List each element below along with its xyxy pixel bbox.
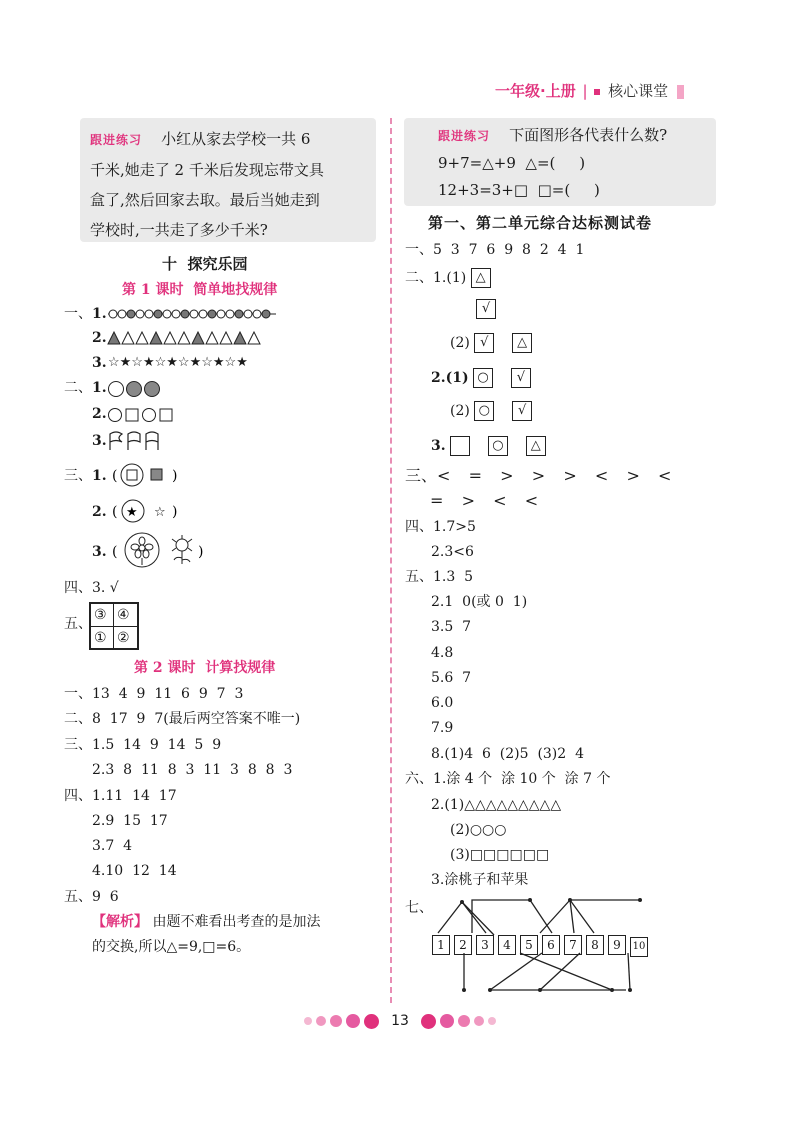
flower-icon	[172, 535, 192, 564]
practice-box-left	[80, 118, 376, 242]
practice-line-4: 学校时,一共走了多少千米?	[90, 221, 268, 239]
svg-text:★: ★	[126, 505, 138, 520]
triangle-box-icon: △	[526, 436, 546, 456]
grid-cell: ①	[94, 630, 107, 646]
analysis-line-2: 的交换,所以△=9,□=6。	[92, 939, 251, 955]
q-label: (2)	[450, 335, 470, 351]
bead-icon	[163, 310, 171, 318]
triangle-pattern	[108, 330, 278, 346]
analysis-line-1	[92, 912, 320, 932]
answer-line: 3.7 4	[92, 838, 133, 854]
square-icon	[594, 89, 600, 95]
answer-line: 四、1.7>5	[405, 519, 476, 535]
bead-icon	[208, 310, 216, 318]
matching-lines	[430, 890, 660, 1000]
triangle-icon	[178, 332, 190, 344]
bead-icon	[262, 310, 270, 318]
svg-text:(: (	[112, 544, 118, 560]
analysis-tag: 【解析】	[92, 914, 148, 930]
number-box: 8	[586, 935, 604, 955]
series-label: 核心课堂	[608, 82, 669, 100]
answer-line: 二、8 17 9 7(最后两空答案不唯一)	[64, 711, 301, 727]
number-box: 5	[520, 935, 538, 955]
svg-text:(: (	[112, 468, 118, 484]
triangle-icon	[136, 332, 148, 344]
bead-icon	[217, 310, 225, 318]
answer-line: 2.(1)△△△△△△△△△	[431, 797, 562, 813]
q2-3: 3.	[92, 433, 107, 449]
q3-1: 1.	[92, 468, 107, 484]
number-box: 9	[608, 935, 626, 955]
bead-icon	[109, 310, 117, 318]
answer-line: 五、1.3 5	[405, 569, 474, 585]
section-2-label: 二、	[64, 380, 92, 396]
dot-icon	[440, 1014, 454, 1028]
page-footer	[0, 1013, 800, 1029]
grid-cell: ④	[117, 607, 130, 623]
answer-q3-3	[112, 530, 212, 570]
bead-icon	[199, 310, 207, 318]
triangle-icon	[108, 332, 120, 344]
answer-line	[431, 436, 546, 456]
answer-line: 7.9	[431, 720, 454, 736]
practice-title: 下面图形各代表什么数?	[509, 126, 668, 144]
answer-line: 五、9 6	[64, 889, 119, 905]
triangle-box-icon: △	[471, 268, 491, 288]
dot-icon	[304, 1017, 312, 1025]
answer-line: (2)○○○	[450, 822, 507, 838]
svg-text:): )	[198, 544, 204, 560]
dot-icon	[346, 1014, 360, 1028]
practice-line-3: 盒了,然后回家去取。最后当她走到	[90, 191, 320, 209]
dot-icon	[458, 1015, 470, 1027]
dot-icon	[364, 1014, 379, 1029]
answer-line: 2.9 15 17	[92, 813, 168, 829]
section-1-label: 一、	[64, 306, 92, 322]
answer-line: 5.6 7	[431, 670, 472, 686]
bead-icon	[118, 310, 126, 318]
practice-box-right	[404, 118, 716, 206]
circle-square-pattern	[107, 407, 177, 423]
number-box: 2	[454, 935, 472, 955]
bead-icon	[235, 310, 243, 318]
answer-line	[476, 299, 496, 319]
q-label: 3.	[431, 438, 446, 454]
dot-icon	[488, 1017, 496, 1025]
section-5-label: 五、	[64, 616, 92, 632]
empty-box-icon	[450, 436, 470, 456]
q2-2: 2.	[92, 406, 107, 422]
practice-tag: 跟进练习	[438, 129, 491, 143]
q1-3: 3.	[92, 355, 107, 371]
bead-icon	[136, 310, 144, 318]
answer-line: 2.3<6	[431, 544, 474, 560]
section-3-label: 三、	[64, 468, 92, 484]
answer-line: (3)□□□□□□	[450, 847, 550, 863]
page-number: 13	[391, 1013, 409, 1029]
triangle-icon	[122, 332, 134, 344]
answer-q3-1	[112, 460, 192, 490]
triangle-icon	[234, 332, 246, 344]
answer-line: 一、5 3 7 6 9 8 2 4 1	[405, 242, 585, 258]
triangle-icon	[192, 332, 204, 344]
q1-2: 2.	[92, 330, 107, 346]
answer-grid	[89, 602, 139, 650]
answer-line: 6.0	[431, 695, 454, 711]
check-box-icon: √	[474, 333, 494, 353]
answer-line: 4.8	[431, 645, 454, 661]
section-7-label: 七、	[405, 900, 433, 916]
q3-3: 3.	[92, 544, 107, 560]
star-pattern: ☆★☆★☆★☆★☆★☆★	[108, 355, 248, 370]
triangle-icon	[206, 332, 218, 344]
number-box: 4	[498, 935, 516, 955]
bead-icon	[190, 310, 198, 318]
circle-box-icon: ○	[488, 436, 508, 456]
header-separator: |	[582, 82, 588, 100]
svg-text:): )	[172, 468, 178, 484]
bead-icon	[154, 310, 162, 318]
number-box: 7	[564, 935, 582, 955]
lesson-2-title: 第 2 课时 计算找规律	[134, 660, 276, 676]
bead-icon	[181, 310, 189, 318]
q2-1: 1.	[92, 380, 107, 396]
number-box: 1	[432, 935, 450, 955]
unit-title: 十 探究乐园	[162, 255, 248, 273]
triangle-icon	[164, 332, 176, 344]
section-4-answer: 四、3. √	[64, 580, 119, 596]
grid-cell: ②	[117, 630, 130, 646]
answer-line	[431, 368, 531, 388]
triangle-icon	[248, 332, 260, 344]
number-box: 6	[542, 935, 560, 955]
answer-line: 2.1 0(或 0 1)	[431, 594, 528, 610]
practice-line-3: 12+3=3+□ □=( )	[438, 181, 600, 199]
dot-icon	[330, 1015, 342, 1027]
triangle-box-icon: △	[512, 333, 532, 353]
lesson-1-title: 第 1 课时 简单地找规律	[122, 282, 278, 298]
practice-line-2: 千米,她走了 2 千米后发现忘带文具	[90, 161, 324, 179]
bar-decoration-icon	[677, 85, 684, 99]
q-label: 2.(1)	[431, 370, 469, 386]
triangle-icon	[150, 332, 162, 344]
dot-icon	[474, 1016, 484, 1026]
practice-text: 小红从家去学校一共 6	[161, 130, 311, 148]
bead-icon	[244, 310, 252, 318]
test-title: 第一、第二单元综合达标测试卷	[428, 214, 653, 232]
practice-tag: 跟进练习	[90, 133, 143, 147]
bead-icon	[145, 310, 153, 318]
circle-box-icon: ○	[474, 401, 494, 421]
check-box-icon: √	[476, 299, 496, 319]
q1-1: 1.	[92, 306, 107, 322]
grid-cell: ③	[94, 607, 107, 623]
answer-line	[450, 333, 532, 353]
answer-line	[405, 268, 491, 288]
grade-label: 一年级·上册	[495, 82, 576, 100]
answer-line: 4.10 12 14	[92, 863, 177, 879]
answer-line: 三、< = > > > < > <	[405, 466, 672, 485]
practice-line-1	[438, 122, 716, 150]
bead-icon	[127, 310, 135, 318]
answer-line: 3.涂桃子和苹果	[431, 872, 529, 888]
page-header	[495, 80, 684, 101]
check-box-icon: √	[512, 401, 532, 421]
answer-line: 8.(1)4 6 (2)5 (3)2 4	[431, 746, 584, 762]
dot-icon	[421, 1014, 436, 1029]
check-box-icon: √	[511, 368, 531, 388]
answer-line: = > < <	[430, 491, 539, 510]
analysis-text: 由题不难看出考查的是加法	[148, 914, 321, 930]
circle-box-icon: ○	[473, 368, 493, 388]
number-box: 3	[476, 935, 494, 955]
answer-line: 三、1.5 14 9 14 5 9	[64, 737, 222, 753]
answer-line: 六、1.涂 4 个 涂 10 个 涂 7 个	[405, 771, 611, 787]
answer-line: 3.5 7	[431, 619, 472, 635]
bead-pattern	[108, 307, 278, 321]
dot-icon	[316, 1016, 326, 1026]
q3-2: 2.	[92, 504, 107, 520]
practice-line-1	[90, 124, 376, 155]
q-label: (2)	[450, 403, 470, 419]
triangle-icon	[220, 332, 232, 344]
svg-text:): )	[172, 504, 178, 520]
bead-icon	[226, 310, 234, 318]
answer-line: 2.3 8 11 8 3 11 3 8 8 3	[92, 762, 293, 778]
column-divider	[390, 118, 392, 1003]
svg-text:☆: ☆	[154, 505, 166, 520]
answer-q3-2	[112, 496, 192, 526]
bead-icon	[172, 310, 180, 318]
svg-text:(: (	[112, 504, 118, 520]
q-label: 二、1.(1)	[405, 270, 467, 286]
answer-line: 四、1.11 14 17	[64, 788, 177, 804]
circle-pattern	[107, 380, 167, 398]
flag-pattern	[108, 430, 168, 452]
bead-icon	[253, 310, 261, 318]
answer-line	[450, 401, 532, 421]
number-box: 10	[630, 937, 648, 957]
practice-line-2: 9+7=△+9 △=( )	[438, 154, 586, 172]
answer-line: 一、13 4 9 11 6 9 7 3	[64, 686, 244, 702]
